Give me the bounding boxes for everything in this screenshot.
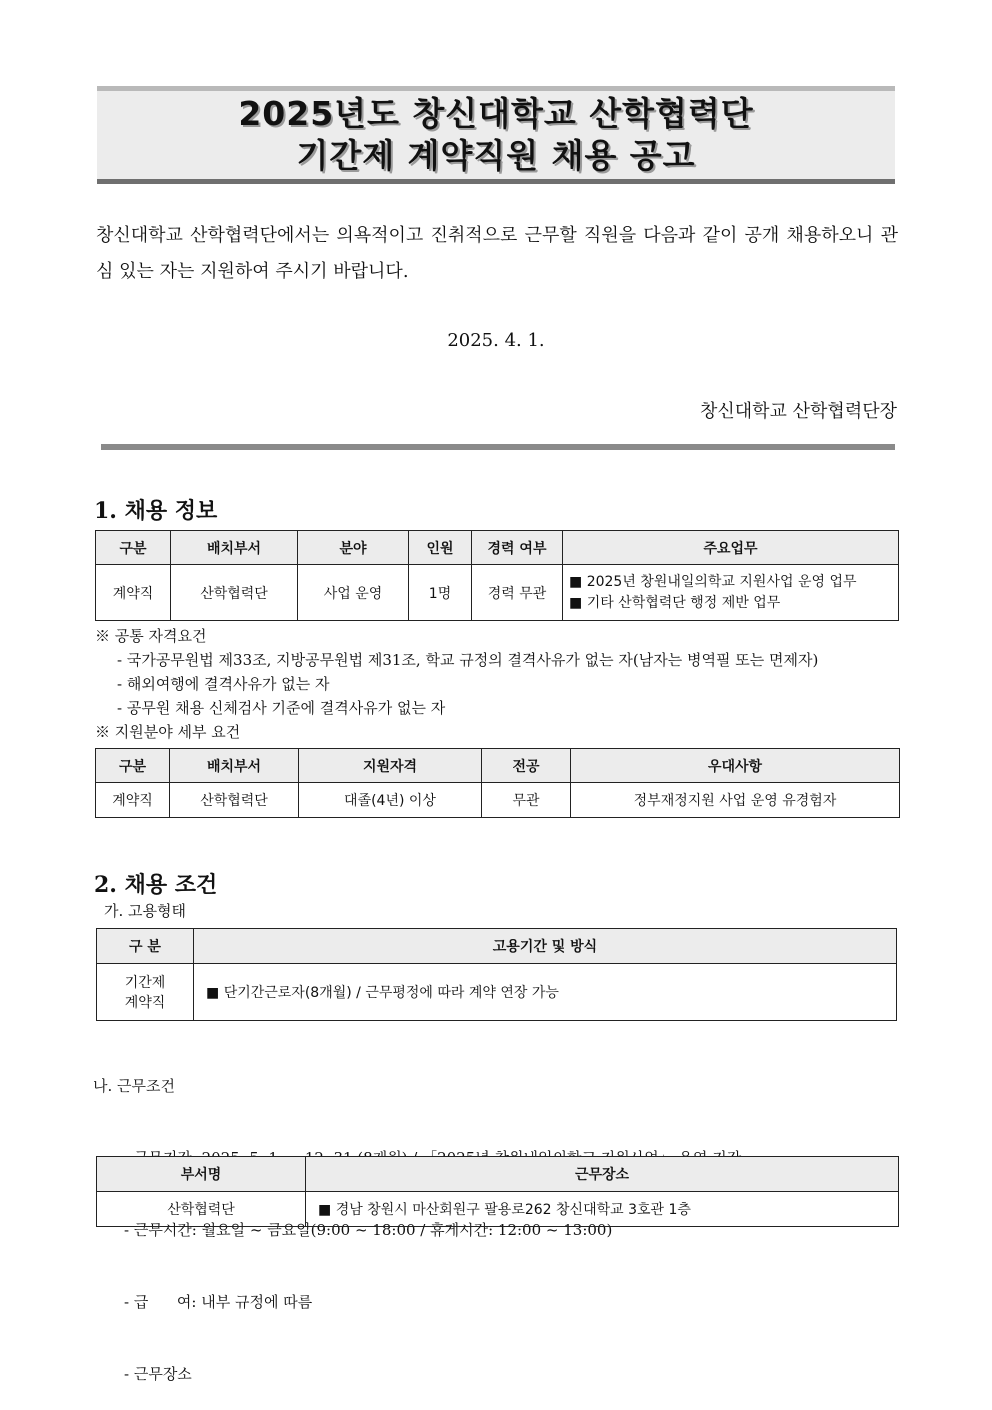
- square-bullet-icon: ■: [569, 573, 587, 590]
- square-bullet-icon: ■: [318, 1202, 336, 1218]
- cell-dept: 산학협력단: [171, 565, 298, 621]
- th-duties: 주요업무: [563, 531, 899, 565]
- cell-career: 경력 무관: [472, 565, 563, 621]
- duty-item: ■ 2025년 창원내일의학교 지원사업 운영 업무: [569, 573, 857, 590]
- title-line-1: 2025년도 창신대학교 산학협력단: [238, 94, 754, 133]
- th-type: 구분: [96, 749, 170, 783]
- th-dept: 배치부서: [171, 531, 298, 565]
- workplace-table: [96, 1156, 899, 1227]
- announcement-date: 2025. 4. 1.: [447, 330, 545, 351]
- duty-item: ■ 기타 산학협력단 행정 제반 업무: [569, 594, 781, 611]
- cell-workplace: ■ 경남 창원시 마산회원구 팔용로262 창신대학교 3호관 1층: [306, 1192, 899, 1227]
- cell-preference: 정부재정지원 사업 운영 유경험자: [571, 783, 900, 818]
- th-count: 인원: [409, 531, 472, 565]
- th-qualification: 지원자격: [299, 749, 482, 783]
- intro-paragraph: 창신대학교 산학협력단에서는 의욕적이고 진취적으로 근무할 직원을 다음과 같이 공개 채용하오니 관심 있는 자는 지원하여 주시기 바랍니다.: [96, 225, 898, 282]
- work-conditions-subtitle: 나. 근무조건: [93, 1077, 175, 1095]
- detail-requirements-table: [95, 748, 900, 818]
- th-type: 구 분: [97, 929, 194, 964]
- common-requirements-title: ※ 공통 자격요건: [95, 627, 207, 645]
- cell-dept-name: 산학협력단: [97, 1192, 306, 1227]
- employment-type-table: [96, 928, 897, 1021]
- cell-field: 사업 운영: [298, 565, 409, 621]
- common-requirements: [95, 624, 818, 744]
- th-dept: 배치부서: [170, 749, 299, 783]
- condition-item: - 급 여: 내부 규정에 따름: [124, 1293, 313, 1311]
- th-workplace: 근무장소: [306, 1157, 899, 1192]
- title-banner: [97, 86, 895, 184]
- condition-item: - 근무장소: [124, 1365, 192, 1383]
- cell-major: 무관: [482, 783, 571, 818]
- employment-type-subtitle: 가. 고용형태: [104, 902, 186, 920]
- th-field: 분야: [298, 531, 409, 565]
- detail-requirements-title: ※ 지원분야 세부 요건: [95, 723, 241, 741]
- cell-type: 계약직: [96, 565, 171, 621]
- cell-duties: [563, 565, 899, 621]
- th-dept-name: 부서명: [97, 1157, 306, 1192]
- separator-bar: [101, 444, 895, 450]
- requirement-item: - 해외여행에 결격사유가 없는 자: [117, 675, 330, 693]
- cell-count: 1명: [409, 565, 472, 621]
- cell-dept: 산학협력단: [170, 783, 299, 818]
- cell-period-method: ■ 단기간근로자(8개월) / 근무평정에 따라 계약 연장 가능: [194, 964, 897, 1021]
- condition-item: - 근무시간: 월요일 ~ 금요일(9:00 ~ 18:00 / 휴게시간: 12:00 ~ 13:00): [124, 1221, 613, 1239]
- recruit-info-table: [95, 530, 899, 621]
- th-type: 구분: [96, 531, 171, 565]
- cell-type: 기간제 계약직: [97, 964, 194, 1021]
- section2-title: 2. 채용 조건: [94, 872, 218, 898]
- signature: 창신대학교 산학협력단장: [700, 401, 897, 422]
- cell-type: 계약직: [96, 783, 170, 818]
- requirement-item: - 공무원 채용 신체검사 기준에 결격사유가 없는 자: [117, 699, 446, 717]
- cell-qualification: 대졸(4년) 이상: [299, 783, 482, 818]
- requirement-item: - 국가공무원법 제33조, 지방공무원법 제31조, 학교 규정의 결격사유가 없는 자(남자는 병역필 또는 면제자): [117, 651, 819, 669]
- th-major: 전공: [482, 749, 571, 783]
- th-preference: 우대사항: [571, 749, 900, 783]
- square-bullet-icon: ■: [569, 594, 587, 611]
- title-line-2: 기간제 계약직원 채용 공고: [296, 136, 696, 175]
- square-bullet-icon: ■: [206, 985, 224, 1001]
- th-career: 경력 여부: [472, 531, 563, 565]
- th-period-method: 고용기간 및 방식: [194, 929, 897, 964]
- section1-title: 1. 채용 정보: [94, 498, 218, 524]
